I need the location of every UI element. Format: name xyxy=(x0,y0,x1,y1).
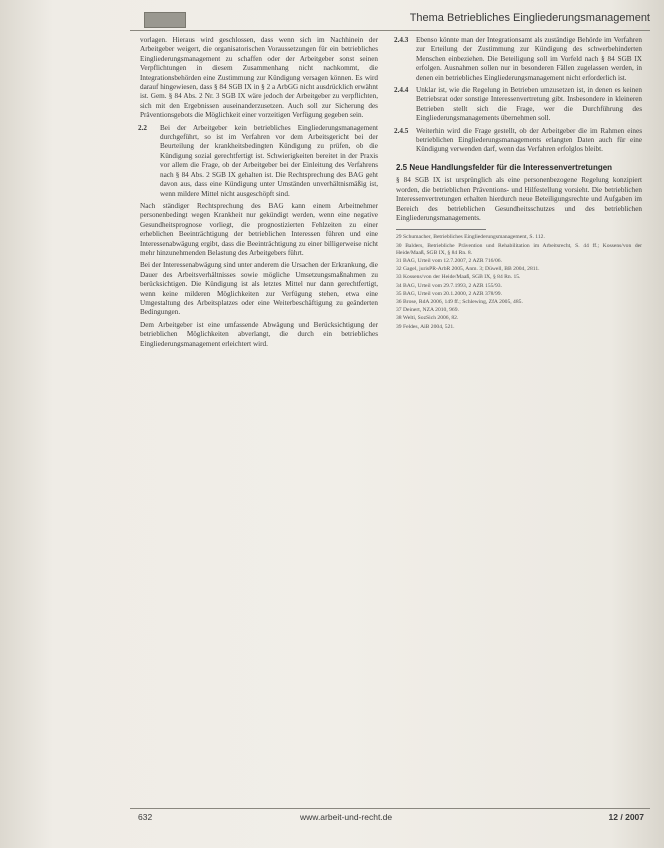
paragraph-text: Weiterhin wird die Frage gestellt, ob der Arbeitgeber die im Rahmen eines betrieblichen Eingliederungsmanagements erlangten Daten auch für eine Kündigung verwenden darf, wenn das Verfahren erfolglos bleibt. xyxy=(416,126,642,154)
footnote: 39 Feldes, AiB 2004, 521. xyxy=(396,323,455,330)
footnote: 29 Schumacher, Betriebliches Eingliederungsmanagement, S. 112. xyxy=(396,234,545,241)
footnotes xyxy=(396,234,642,330)
section-heading: 2.5 Neue Handlungsfelder für die Interessenvertretungen xyxy=(396,162,613,172)
footnote: 33 Kossens/von der Heide/Maaß, SGB IX, § 84 Rn. 15. xyxy=(396,274,521,281)
footnote: 36 Brose, RdA 2006, 149 ff.; Schlewing, ZfA 2005, 485. xyxy=(396,298,523,305)
footnote: 32 Gagel, jurisPR-ArbR 2005, Anm. 3; Düwell, BB 2004, 2811. xyxy=(396,266,540,273)
header-title: Thema Betriebliches Eingliederungsmanagement xyxy=(409,12,650,24)
page-number: 632 xyxy=(138,812,153,822)
paragraph-number: 2.4.5 xyxy=(394,126,409,135)
footnote: 31 BAG, Urteil vom 12.7.2007, 2 AZR 716/06. xyxy=(396,257,502,264)
paragraph-text: Bei der Arbeitgeber kein betriebliches Eingliederungsmanagement durchgeführt, so ist im Verfahren vor dem Arbeitsgericht bei der Beurteilung der krankheitsbedingten Kündigung zu prüfen, ob die Kündigung sozial gerechtfertigt ist. Schwierigkeiten bereitet in der Praxis vor allem die Frage, ob der Arbeitgeber bei der Einleitung des Verfahrens nach § 84 Abs. 2 SGB IX gehalten ist. Die Rechtsprechung des BAG geht davon aus, dass eine Kündigung unter Umständen unverhältnismäßig ist, wenn mildere Mittel nicht ausgeschöpft sind. xyxy=(160,123,378,198)
numbered-paragraph xyxy=(140,124,378,199)
running-header xyxy=(130,12,650,28)
footnote: 37 Deinert, NZA 2010, 969. xyxy=(396,307,459,314)
header-rule xyxy=(130,30,650,31)
footnote: 35 BAG, Urteil vom 20.1.2000, 2 AZR 378/99. xyxy=(396,290,502,297)
paragraph-text: Ebenso könnte man der Integrationsamt als zuständige Behörde im Verfahren zur Erteilung der Zustimmung zur Kündigung des schwerbehinderten Menschen einbeziehen. Die Beteiligung soll im Vorfeld nach § 84 SGB IX erfolgen. Ausnahmen sollen nur in besonderen Fällen zugelassen werden, in denen ein betriebliches Eingliederungsmanagement nicht erforderlich ist. xyxy=(416,36,642,82)
numbered-paragraph xyxy=(396,86,642,124)
footer-url: www.arbeit-und-recht.de xyxy=(300,812,393,822)
footnote: 30 Balders, Betriebliche Prävention und Rehabilitation im Arbeitsrecht, S. 44 ff.; Kossens/von der Heide/Maaß, SGB IX, § 84 Rn. 8. xyxy=(396,242,642,256)
footnote: 38 Welti, SozSich 2006, 82. xyxy=(396,315,459,322)
footnote-rule xyxy=(396,229,486,230)
footer-rule xyxy=(130,808,650,809)
issue-number: 12 / 2007 xyxy=(608,812,644,822)
numbered-paragraph xyxy=(396,127,642,155)
running-footer xyxy=(130,812,650,826)
paragraph-number: 2.2 xyxy=(138,123,147,132)
right-paragraph: § 84 SGB IX ist ursprünglich als eine personenbezogene Regelung konzipiert worden, die betrieblichen Präventions- und Hilfestellung vorsieht. Die betrieblichen Interessenvertretungen erhalten hierdurch neue Beteiligungsrechte und Aufgaben im Bereich des betrieblichen Gesundheitsschutzes und des betrieblichen Eingliederungsmanagements. xyxy=(396,176,642,222)
left-column xyxy=(140,36,378,352)
left-paragraph: vorlagen. Hieraus wird geschlossen, dass wenn sich im Nachhinein der Arbeitgeber weigert, die organisatorischen Voraussetzungen für ein betriebliches Eingliederungsmanagement zu schaffen oder der Arbeitgeber sonst seinen Verpflichtungen in diesem Zusammenhang nicht nachkommt, die Integrationsbehörden eine Zustimmung zur Kündigung versagen können. Es wird darauf hingewiesen, dass § 84 SGB IX in § 2 a ArbGG nicht ausdrücklich erwähnt ist. Gem. § 84 Abs. 2 Nr. 3 SGB IX wäre jedoch der Arbeitgeber zu verpflichten, sich mit den Ergebnissen auseinanderzusetzen. Auch soll zur Sicherung des Präventionsgebots die Möglichkeit einer vorzeitigen Verfügung gegeben sein. xyxy=(140,36,378,120)
left-paragraph: Nach ständiger Rechtsprechung des BAG kann einem Arbeitnehmer personenbedingt wegen Krankheit nur gekündigt werden, wenn eine negative Gesundheitsprognose vorliegt, die prognostizierten Fehlzeiten zu einer erheblichen Beeinträchtigung der betrieblichen Interessen führen und eine Interessenabwägung ergibt, dass die Beeinträchtigung zu einer billigerweise nicht mehr hinzunehmenden Belastung des Arbeitgebers führt. xyxy=(140,201,378,257)
header-tag-block xyxy=(144,12,186,28)
paragraph-number: 2.4.4 xyxy=(394,86,409,95)
left-paragraph: Dem Arbeitgeber ist eine umfassende Abwägung und Berücksichtigung der betrieblichen Möglichkeiten abverlangt, die durch ein betriebliches Eingliederungsmanagement erleichtert wird. xyxy=(140,320,378,348)
numbered-paragraph xyxy=(396,36,642,83)
paragraph-number: 2.4.3 xyxy=(394,36,409,44)
left-paragraph: Bei der Interessenabwägung sind unter anderem die Ursachen der Erkrankung, die Dauer des Arbeitsverhältnisses sowie mögliche Umsetzungsmaßnahmen zu berücksichtigen. Die Kündigung ist als letztes Mittel nur dann gerechtfertigt, wenn keine milderen Möglichkeiten zur Verfügung stehen, etwa eine Umgestaltung des Arbeitsplatzes oder eine Weiterbeschäftigung zu geänderten Bedingungen. xyxy=(140,261,378,317)
paragraph-text: Unklar ist, wie die Regelung in Betrieben umzusetzen ist, in denen es keinen Betriebsrat oder sonstige Interessenvertretung gibt. Insbesondere in kleineren Betrieben stellt sich die Frage, wer die Durchführung des Eingliederungsmanagements übernehmen soll. xyxy=(416,86,642,123)
footnote: 34 BAG, Urteil vom 29.7.1993, 2 AZR 155/93. xyxy=(396,282,502,289)
right-column xyxy=(396,36,642,332)
